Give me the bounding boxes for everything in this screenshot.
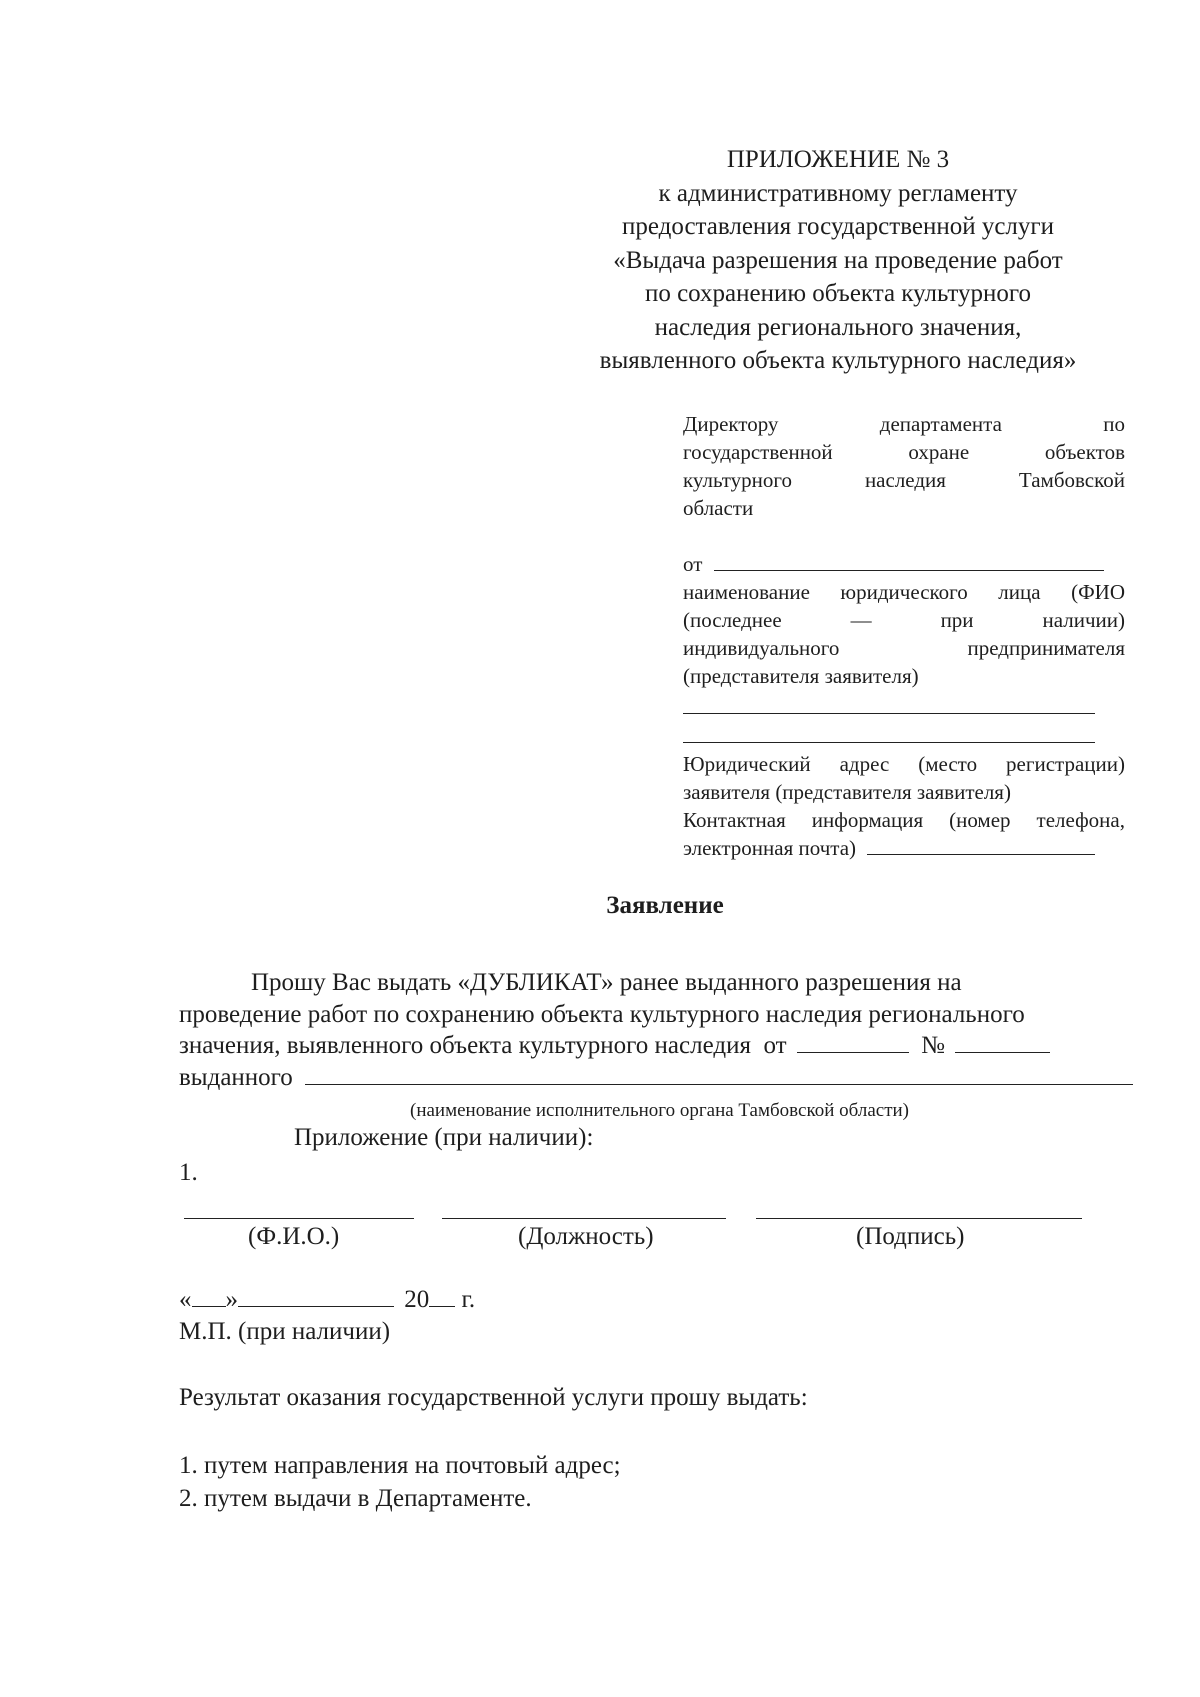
applicant-caption-line: наименование юридического лица (ФИО (683, 580, 1125, 604)
request-line-4 (179, 1062, 1149, 1094)
request-line-3 (179, 1030, 1149, 1062)
issuer-field[interactable] (305, 1084, 1133, 1085)
addressee-block (683, 410, 1125, 522)
appendix-line: наследия регионального значения, (654, 313, 1022, 341)
applicant-block (683, 550, 1125, 690)
addressee-line: культурного наследия Тамбовской (683, 468, 1125, 492)
appendix-line: «Выдача разрешения на проведение работ (613, 246, 1063, 274)
request-line-text: значения, выявленного объекта культурного наследия (179, 1032, 751, 1059)
fio-caption: (Ф.И.О.) (248, 1223, 340, 1250)
number-label: № (921, 1032, 945, 1059)
blank-line-1[interactable] (683, 713, 1095, 714)
contact-line: Контактная информация (номер телефона, (683, 808, 1125, 832)
issuer-caption: (наименование исполнительного органа Тамбовской области) (410, 1100, 910, 1121)
applicant-caption-line: индивидуального предпринимателя (683, 636, 1125, 660)
appendix-line: предоставления государственной услуги (621, 213, 1055, 240)
request-line: Прошу Вас выдать «ДУБЛИКАТ» ранее выданного разрешения на (251, 969, 962, 996)
fio-signature-line[interactable] (184, 1218, 414, 1219)
applicant-name-field[interactable] (714, 570, 1104, 571)
result-option-1: 1. путем направления на почтовый адрес; (179, 1452, 621, 1479)
month-field[interactable] (238, 1306, 394, 1307)
contact-email-label: электронная почта) (683, 836, 857, 860)
date-open-quote: « (179, 1286, 192, 1313)
addressee-line: области (683, 496, 754, 520)
from-prefix: от (683, 552, 703, 576)
result-intro: Результат оказания государственной услуги прошу выдать: (179, 1384, 808, 1411)
addressee-line: Директору департамента по (683, 412, 1125, 436)
address-block (683, 750, 1125, 862)
issued-by-label: выданного (179, 1063, 293, 1091)
year-prefix: 20 (404, 1286, 430, 1313)
contact-email-field[interactable] (867, 854, 1095, 855)
from-line (683, 550, 1125, 578)
contact-email-line (683, 834, 1125, 862)
position-signature-line[interactable] (442, 1218, 726, 1219)
year-field[interactable] (429, 1306, 455, 1307)
date-close-quote: » (225, 1286, 238, 1313)
position-caption: (Должность) (518, 1223, 654, 1250)
appendix-line: выявленного объекта культурного наследия» (599, 347, 1077, 374)
request-line: проведение работ по сохранению объекта культурного наследия регионального (179, 1000, 1025, 1028)
day-field[interactable] (192, 1306, 226, 1307)
addressee-line: государственной охране объектов (683, 440, 1125, 464)
permit-date-field[interactable] (797, 1052, 909, 1053)
appendix-title: ПРИЛОЖЕНИЕ № 3 (726, 146, 950, 173)
sign-caption: (Подпись) (856, 1223, 965, 1250)
year-suffix: г. (461, 1286, 476, 1313)
result-option-2: 2. путем выдачи в Департаменте. (179, 1485, 532, 1512)
stamp-note: М.П. (при наличии) (179, 1318, 391, 1345)
sign-signature-line[interactable] (756, 1218, 1082, 1219)
appendix-line: к административному регламенту (658, 179, 1018, 207)
from-date-label: от (763, 1032, 787, 1059)
blank-line-2[interactable] (683, 742, 1095, 743)
applicant-caption-line: (последнее — при наличии) (683, 608, 1125, 632)
applicant-caption-line: (представителя заявителя) (683, 664, 919, 688)
date-line (179, 1286, 475, 1314)
document-title: Заявление (606, 892, 724, 919)
address-line: заявителя (представителя заявителя) (683, 780, 1011, 804)
address-line: Юридический адрес (место регистрации) (683, 752, 1125, 776)
appendix-header (528, 143, 1148, 378)
permit-number-field[interactable] (955, 1052, 1050, 1053)
appendix-line: по сохранению объекта культурного (644, 280, 1032, 307)
attachment-item-number: 1. (179, 1159, 198, 1186)
request-paragraph (179, 967, 1149, 1093)
attachment-label: Приложение (при наличии): (294, 1124, 594, 1151)
